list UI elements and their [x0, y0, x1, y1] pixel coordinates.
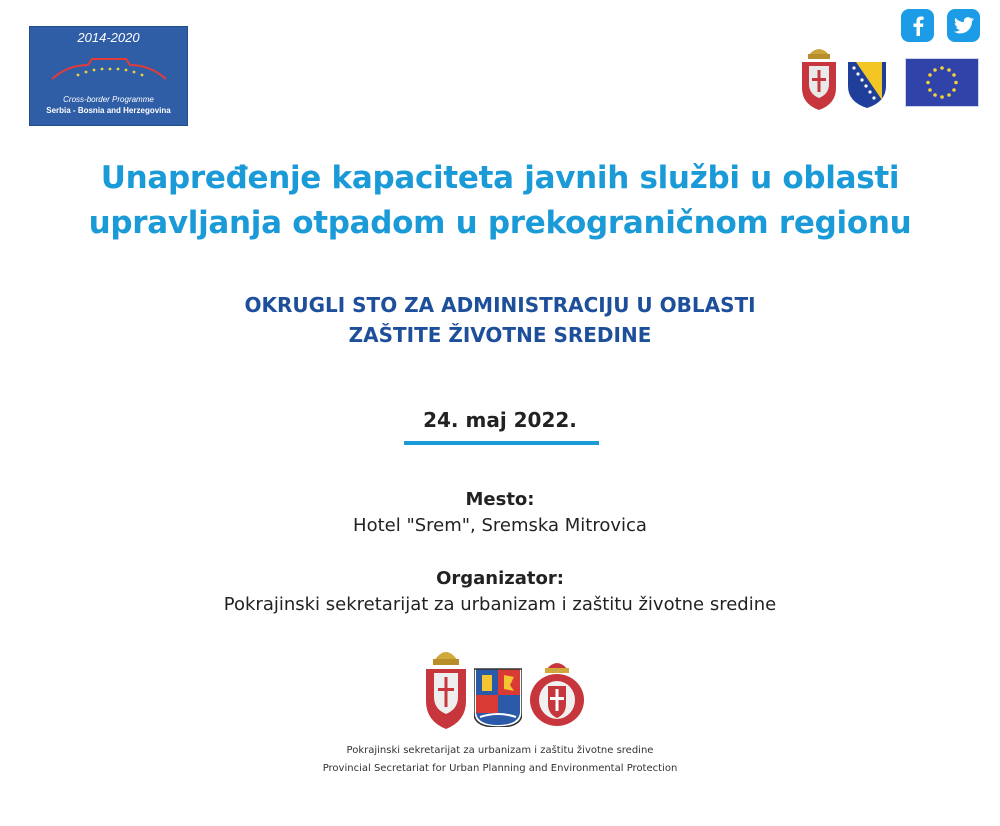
eu-flag — [905, 58, 979, 107]
provincial-emblem-icon — [528, 656, 586, 730]
organizer-label: Organizator: — [436, 568, 564, 589]
footer-line-english: Provincial Secretariat for Urban Planning and Environmental Protection — [322, 763, 678, 774]
venue-value: Hotel "Srem", Sremska Mitrovica — [353, 515, 647, 536]
program-years: 2014-2020 — [77, 30, 140, 45]
subtitle-line-1: OKRUGLI STO ZA ADMINISTRACIJU U OBLASTI — [244, 293, 756, 317]
bridge-icon — [48, 51, 170, 91]
serbia-coat-of-arms-icon — [800, 42, 838, 112]
twitter-icon — [954, 17, 974, 34]
twitter-button[interactable] — [947, 9, 980, 42]
vojvodina-emblem-icon — [474, 667, 522, 727]
title-line-1: Unapređenje kapaciteta javnih službi u oblasti — [100, 160, 900, 196]
facebook-button[interactable] — [901, 9, 934, 42]
bih-coat-of-arms-icon — [846, 60, 888, 110]
event-subtitle — [100, 290, 900, 350]
program-name: Cross-border Programme — [63, 95, 154, 104]
footer-line-serbian: Pokrajinski sekretarijat za urbanizam i zaštitu životne sredine — [346, 745, 654, 756]
organizer-value: Pokrajinski sekretarijat za urbanizam i zaštitu životne sredine — [223, 594, 777, 615]
serbia-emblem-icon — [424, 643, 468, 731]
program-countries: Serbia - Bosnia and Herzegovina — [46, 106, 171, 115]
venue-label: Mesto: — [465, 489, 535, 510]
event-date: 24. maj 2022. — [423, 408, 577, 432]
program-logo — [29, 26, 188, 126]
eu-stars-icon — [906, 59, 978, 106]
page-title — [60, 156, 940, 246]
facebook-icon — [911, 16, 925, 36]
title-line-2: upravljanja otpadom u prekograničnom regionu — [88, 205, 912, 241]
date-underline-divider — [404, 441, 599, 445]
subtitle-line-2: ZAŠTITE ŽIVOTNE SREDINE — [348, 323, 652, 347]
